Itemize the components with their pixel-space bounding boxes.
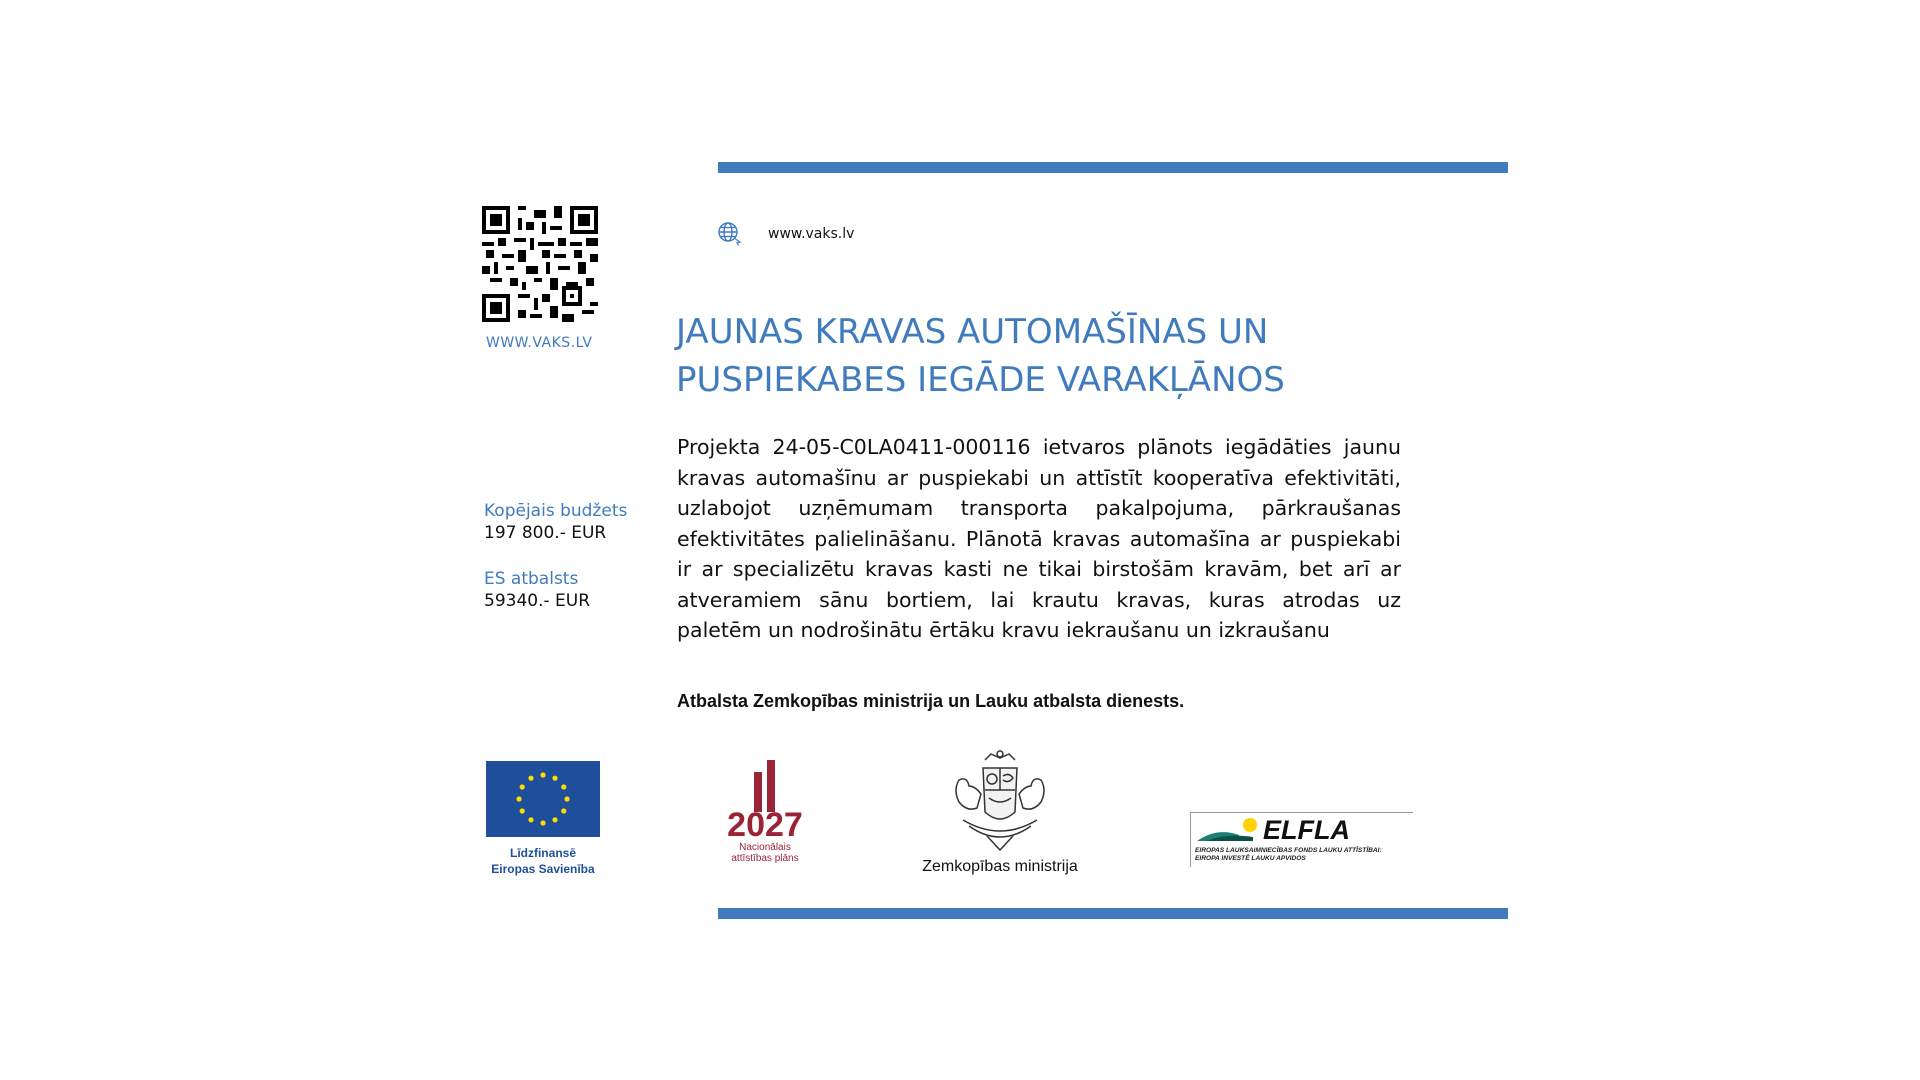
- total-budget-label: Kopējais budžets: [484, 501, 628, 521]
- eu-support-value: 59340.- EUR: [484, 591, 591, 611]
- eu-support: [484, 568, 590, 612]
- nap-bars-icon: [750, 760, 780, 812]
- elfla-name: ELFLA: [1263, 815, 1350, 845]
- elfla-logo: [1190, 812, 1413, 867]
- website-url[interactable]: www.vaks.lv: [768, 226, 855, 242]
- qr-code[interactable]: [482, 206, 598, 322]
- eu-support-label: ES atbalsts: [484, 569, 579, 589]
- nap-caption: Nacionālais attīstības plāns: [731, 842, 799, 864]
- qr-caption: WWW.VAKS.LV: [486, 335, 593, 351]
- project-description: Projekta 24-05-C0LA0411-000116 ietvaros plānots iegādāties jaunu kravas automašīnu ar puspiekabi un attīstīt kooperatīva efektivitāti, uzlabojot uzņēmumam transporta pakalpojuma, pārkraušanas efektivitātes palielināšanu. Plānotā kravas automašīna ar puspiekabi ir ar specializētu kravas kasti ne tikai birstošām kravām, bet arī ar atveramiem sānu bortiem, lai krautu kravas, kuras atrodas uz paletēm un nodrošinātu ērtāku kravu iekraušanu un izkraušanu: [677, 435, 1401, 642]
- eu-logo-caption: Līdzfinansē Eiropas Savienība: [491, 846, 595, 876]
- coat-of-arms-icon: [945, 750, 1055, 854]
- ministry-name: Zemkopības ministrija: [922, 858, 1078, 875]
- support-statement: Atbalsta Zemkopības ministrija un Lauku atbalsta dienests.: [677, 691, 1185, 711]
- top-accent-bar: [718, 162, 1508, 173]
- website[interactable]: [716, 220, 854, 248]
- eu-logo: [486, 761, 600, 877]
- eu-flag-icon: [486, 761, 600, 837]
- globe-icon: [716, 220, 744, 248]
- nap-year: 2027: [727, 806, 803, 844]
- title-line-2: PUSPIEKABES IEGĀDE VARAKĻĀNOS: [676, 360, 1285, 400]
- elfla-caption: EIROPAS LAUKSAIMNIECĪBAS FONDS LAUKU ATTĪSTĪBAI: EIROPA INVESTĒ LAUKU APVIDOS: [1195, 847, 1382, 862]
- bottom-accent-bar: [718, 908, 1508, 919]
- title-line-1: JAUNAS KRAVAS AUTOMAŠĪNAS UN: [676, 312, 1269, 352]
- total-budget-value: 197 800.- EUR: [484, 523, 607, 543]
- page-title: [676, 308, 1376, 404]
- elfla-landscape-icon: [1195, 817, 1265, 843]
- ministry-logo: [910, 750, 1090, 876]
- total-budget: [484, 500, 627, 544]
- nap-2027-logo: [720, 760, 810, 864]
